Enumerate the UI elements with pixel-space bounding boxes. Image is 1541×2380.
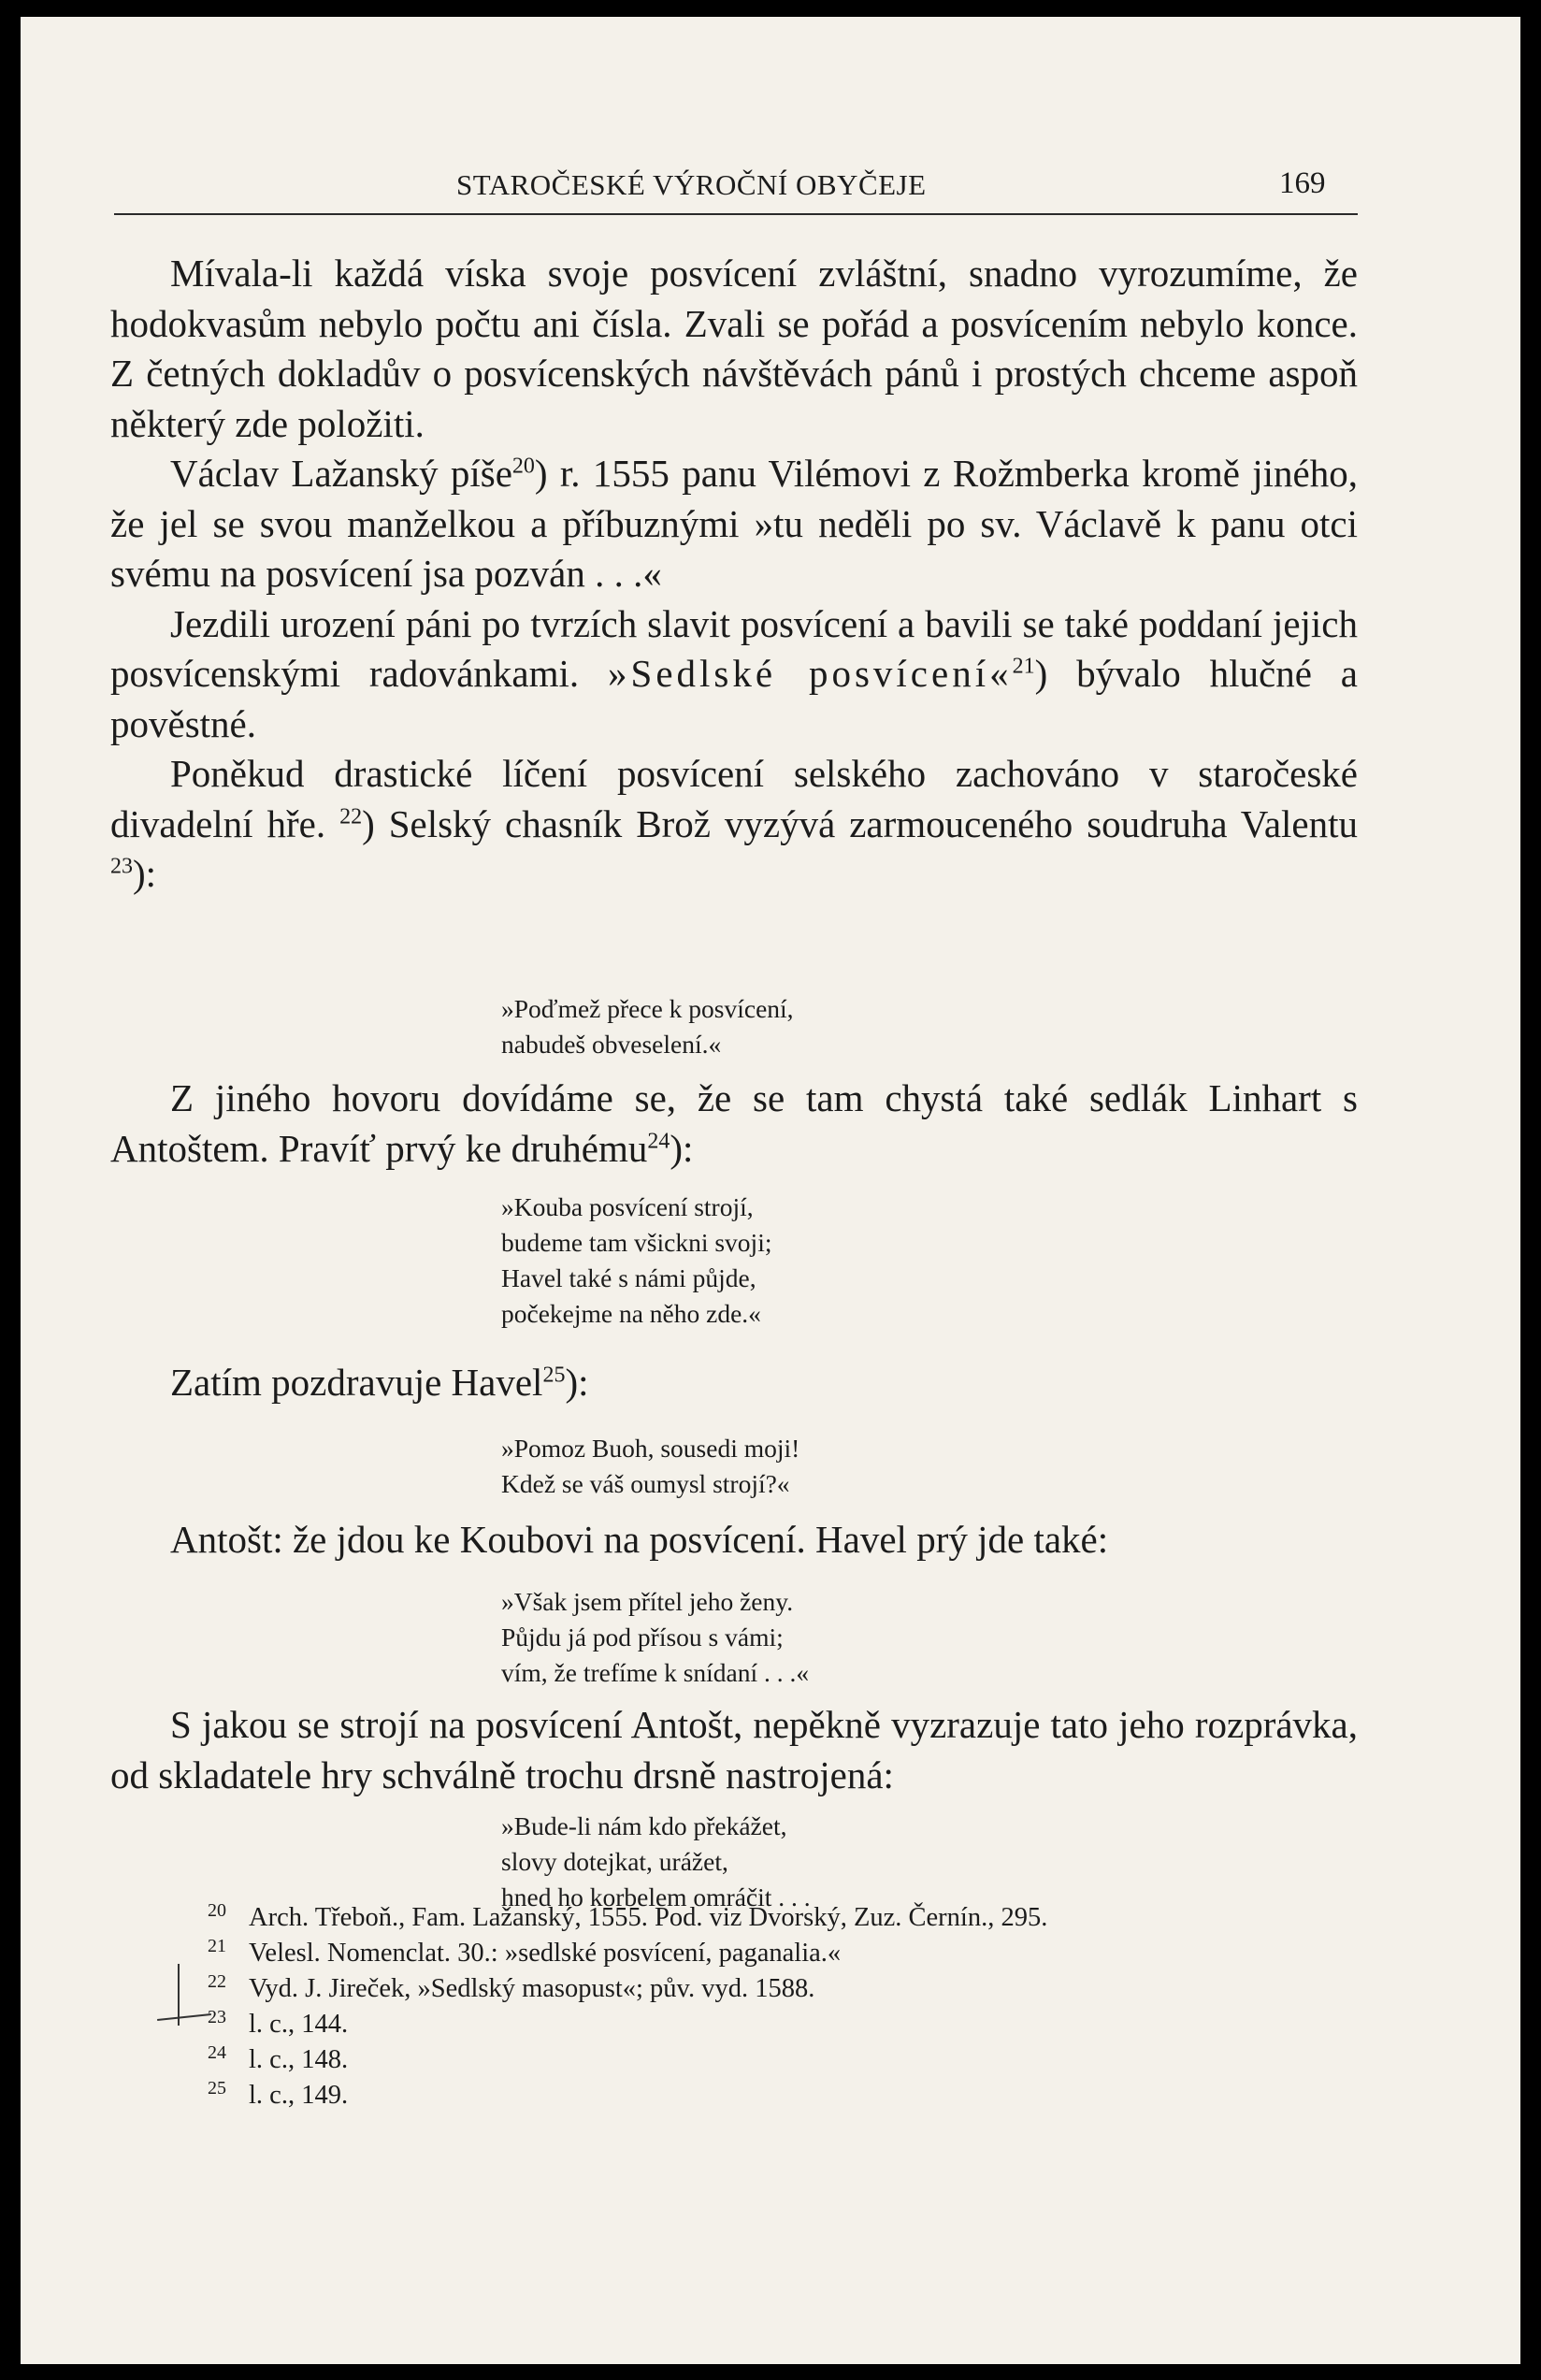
footnote-ref-20: 20 bbox=[511, 454, 535, 479]
running-title: STAROČESKÉ VÝROČNÍ OBYČEJE bbox=[456, 168, 927, 201]
footnote-text: l. c., 149. bbox=[249, 2081, 349, 2110]
footnote: 20 Arch. Třeboň., Fam. Lažanský, 1555. Pod. viz Dvorský, Zuz. Černín., 295. bbox=[208, 1899, 1048, 1932]
paragraph-7: Antošt: že jdou ke Koubovi na posvícení. Havel prý jde také: bbox=[170, 1518, 1109, 1561]
verse-line: slovy dotejkat, urážet, bbox=[501, 1847, 728, 1876]
body-text-2 bbox=[110, 1074, 1358, 1174]
paragraph-5-text: Z jiného hovoru dovídáme se, že se tam chystá také sedlák Linhart s Antoštem. Pravíť prvý ke druhému bbox=[110, 1076, 1358, 1170]
footnote-ref-23: 23 bbox=[110, 854, 133, 879]
footnote: 21 Velesl. Nomenclat. 30.: »sedlské posvícení, paganalia.« bbox=[208, 1935, 842, 1968]
page-header bbox=[21, 159, 1520, 215]
paragraph-2-text: Václav Lažanský píše bbox=[170, 452, 512, 495]
body-text-3 bbox=[110, 1358, 1358, 1408]
verse-2 bbox=[501, 1190, 771, 1332]
footnotes bbox=[208, 1900, 1047, 2113]
paragraph-5 bbox=[110, 1074, 1358, 1174]
paragraph-8: S jakou se strojí na posvícení Antošt, nepěkně vyzrazuje tato jeho rozprávka, od skladatele hry schválně trochu drsně nastrojená: bbox=[110, 1703, 1358, 1796]
paragraph-3-text: Jezdili urození páni po tvrzích slavit posvícení a bavili se také poddaní jejich posvícenskými radovánkami. bbox=[110, 601, 1358, 695]
footnote-ref-25: 25 bbox=[542, 1363, 566, 1388]
paragraph-3-rest: ) bývalo hlučné a pověstné. bbox=[110, 652, 1358, 745]
footnote-text: Arch. Třeboň., Fam. Lažanský, 1555. Pod. viz Dvorský, Zuz. Černín., 295. bbox=[249, 1903, 1048, 1932]
verse-3 bbox=[501, 1431, 799, 1502]
paragraph-6 bbox=[110, 1358, 1358, 1408]
verse-line: hned ho korbelem omráčit . . . bbox=[501, 1882, 811, 1911]
body-text-4 bbox=[110, 1515, 1358, 1565]
footnote-text: l. c., 148. bbox=[249, 2045, 349, 2074]
paragraph-6-text: Zatím pozdravuje Havel bbox=[170, 1361, 543, 1404]
paragraph-3 bbox=[110, 599, 1358, 750]
header-rule bbox=[114, 213, 1358, 215]
paragraph-6-end: ): bbox=[565, 1361, 589, 1404]
verse-line: »Poďmež přece k posvícení, bbox=[501, 994, 794, 1023]
verse-1 bbox=[501, 991, 794, 1062]
paragraph-2 bbox=[110, 449, 1358, 599]
footnote-text: Velesl. Nomenclat. 30.: »sedlské posvícení, paganalia.« bbox=[249, 1939, 842, 1968]
verse-line: vím, že trefíme k snídaní . . .« bbox=[501, 1658, 810, 1687]
spaced-quote: »Sedlské posvícení« bbox=[608, 652, 1013, 695]
paragraph-4-mid: ) Selský chasník Brož vyzývá zarmouceného soudruha Valentu bbox=[362, 801, 1358, 845]
verse-line: »Pomoz Buoh, sousedi moji! bbox=[501, 1434, 800, 1463]
verse-line: počekejme na něho zde.« bbox=[501, 1299, 761, 1328]
verse-line: budeme tam všickni svoji; bbox=[501, 1228, 772, 1257]
paragraph-4 bbox=[110, 749, 1358, 900]
verse-line: nabudeš obveselení.« bbox=[501, 1030, 722, 1059]
verse-line: Havel také s námi půjde, bbox=[501, 1263, 756, 1292]
footnote: 24 l. c., 148. bbox=[208, 2041, 349, 2074]
verse-line: Půjdu já pod přísou s vámi; bbox=[501, 1623, 784, 1652]
body-text-5 bbox=[110, 1700, 1358, 1800]
footnote-ref-21: 21 bbox=[1012, 654, 1035, 679]
body-text bbox=[110, 249, 1358, 900]
footnote-ref-24: 24 bbox=[647, 1128, 670, 1153]
verse-4 bbox=[501, 1584, 809, 1691]
footnote: 25 l. c., 149. bbox=[208, 2077, 349, 2110]
paragraph-1: Mívala-li každá víska svoje posvícení zvláštní, snadno vyrozumíme, že hodokvasům nebylo počtu ani čísla. Zvali se pořád a posvícením nebylo konce. Z četných dokladův o posvícenských návštěvách pánů i prostých chceme aspoň některý zde položiti. bbox=[110, 252, 1358, 445]
book-page bbox=[21, 17, 1520, 2364]
paragraph-2-rest: ) r. 1555 panu Vilémovi z Rožmberka kromě jiného, že jel se svou manželkou a příbuznými »tu neděli po sv. Václavě k panu otci svému na posvícení jsa pozván . . .« bbox=[110, 452, 1358, 595]
verse-line: Kdež se váš oumysl strojí?« bbox=[501, 1469, 790, 1498]
page-number: 169 bbox=[1279, 166, 1326, 200]
footnote-ref-22: 22 bbox=[339, 803, 363, 829]
paragraph-4-text: Poněkud drastické líčení posvícení selského zachováno v staročeské divadelní hře. bbox=[110, 752, 1358, 845]
verse-line: »Kouba posvícení strojí, bbox=[501, 1192, 754, 1221]
verse-5 bbox=[501, 1809, 811, 1915]
verse-line: »Bude-li nám kdo překážet, bbox=[501, 1811, 787, 1840]
footnote: 23 l. c., 144. bbox=[208, 2006, 349, 2039]
footnote-text: Vyd. J. Jireček, »Sedlský masopust«; pův. vyd. 1588. bbox=[249, 1974, 815, 2003]
paragraph-4-end: ): bbox=[133, 852, 157, 895]
paragraph-5-end: ): bbox=[670, 1126, 694, 1170]
verse-line: »Však jsem přítel jeho ženy. bbox=[501, 1587, 794, 1616]
footnote-text: l. c., 144. bbox=[249, 2010, 349, 2039]
pencil-mark-icon bbox=[157, 1964, 213, 2029]
footnote: 22 Vyd. J. Jireček, »Sedlský masopust«; pův. vyd. 1588. bbox=[208, 1970, 815, 2003]
